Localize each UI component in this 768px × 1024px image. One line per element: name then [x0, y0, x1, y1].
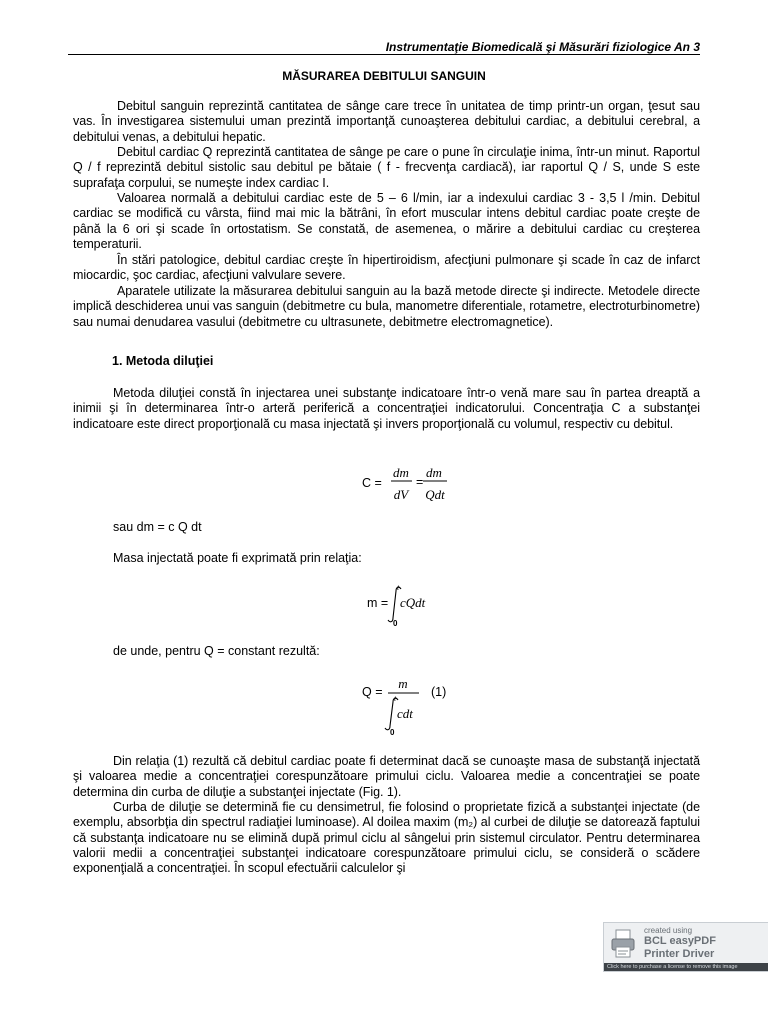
integrand: cdt [397, 706, 413, 721]
section-heading: 1. Metoda diluţiei [112, 354, 214, 368]
eq-numerator: dm [426, 465, 442, 480]
integrand: cQdt [400, 595, 426, 610]
eq-denominator: dV [393, 487, 409, 502]
intro-paragraph: Valoarea normală a debitului cardiac este de 5 – 6 l/min, iar a indexului cardiac 3 - 3,5 l /min. Debitul cardiac se modifică cu vârsta, fiind mai mic la bătrâni, în efort muscular intens debitul cardiac poate creşte de până la 6 ori şi scade în ortostatism. Se constată, de asemenea, o mărire a debitului cardiac cu creşterea temperaturii. [73, 191, 700, 251]
page-header: Instrumentaţie Biomedicală şi Măsurări fiziologice An 3 [385, 40, 700, 54]
eq-lhs: Q = [362, 685, 383, 699]
badge-product-subtitle: Printer Driver [644, 948, 715, 960]
intro-paragraph: Aparatele utilizate la măsurarea debitului sanguin au la bază metode directe şi indirecte. Metodele directe implică deschiderea unui vas sanguin (debitmetre cu bula, manometre diferentiale, rotametre, electroturbinometre) sau numai denudarea vasului (debitmetre cu ultrasunete, debitmetre electromagnetice). [73, 284, 700, 329]
integral-lower-limit: 0 [393, 619, 398, 628]
equation-tag: (1) [431, 685, 447, 699]
integral-lower-limit: 0 [390, 728, 395, 737]
body-line: de unde, pentru Q = constant rezultă: [113, 644, 320, 658]
intro-paragraph: Debitul cardiac Q reprezintă cantitatea de sânge pe care o pune în circulaţie inima, într-un minut. Raportul Q / f reprezintă debitul sistolic sau debitul pe bătaie ( f - frecvenţa cardiacă), iar raportul Q / S, unde S este suprafaţa corpului, se numeşte index cardiac I. [73, 145, 700, 190]
badge-caption: created using [644, 926, 693, 935]
header-rule [68, 54, 700, 55]
badge-product-name: BCL easyPDF [644, 935, 716, 947]
equation-text: sau dm = c Q dt [113, 520, 202, 534]
eq-denominator: Qdt [425, 487, 445, 502]
equation-concentration [355, 460, 475, 506]
integral-upper-limit: t [394, 694, 397, 703]
body-line: Masa injectată poate fi exprimată prin relaţia: [113, 551, 362, 565]
eq-lhs: C = [362, 476, 382, 490]
page-title: MĂSURAREA DEBITULUI SANGUIN [282, 69, 486, 83]
integral-upper-limit: t [397, 583, 400, 592]
body-paragraph: Curba de diluţie se determină fie cu densimetrul, fie folosind o proprietate fizică a substanţei injectate (de exemplu, absorbţia din spectrul radiaţiei luminoase). Al doilea maxim (m₂) al curbei de diluţie se datorează faptului că substanţa indicatoare nu se elimină după primul ciclu al sângelui prin sistemul circulator. Pentru determinarea valorii medii a concentraţiei substanţei indicatoare corespunzătoare primului ciclu, se consideră o scădere exponenţială a concentraţiei. În scopul efectuării calculelor şi [73, 800, 700, 876]
eq-equals: = [416, 475, 424, 489]
eq-lhs: m = [367, 596, 389, 610]
body-paragraph: Din relaţia (1) rezultă că debitul cardiac poate fi determinat dacă se cunoaşte masa de substanţă injectată şi valoarea medie a concentraţiei corespunzătoare primului ciclu. Valoarea medie a concentraţiei se poate determina din curba de diluţie a substanţei injectate (Fig. 1). [73, 754, 700, 799]
intro-paragraph: Debitul sanguin reprezintă cantitatea de sânge care trece în unitatea de timp printr-un organ, ţesut sau vas. În investigarea sistemului uman prezintă importanţă cunoaşterea debitului cardiac, a debitului cerebral, a debitului venas, a debitului hepatic. [73, 99, 700, 144]
printer-icon [610, 929, 636, 959]
intro-paragraph: În stări patologice, debitul cardiac creşte în hipertiroidism, afecţiuni pulmonare şi scade în caz de infarct miocardic, şoc cardiac, afecţiuni valvulare severe. [73, 253, 700, 283]
method-paragraph: Metoda diluţiei constă în injectarea unei substanţe indicatoare într-o venă mare sau în partea dreaptă a inimii şi în determinarea într-o arteră periferică a concentraţiei indicatorului. Concentraţia C a substanţei indicatoare este direct proporţională cu masa injectată şi invers proporţională cu volumul, respectiv cu debitul. [73, 386, 700, 431]
badge-purchase-link[interactable]: Click here to purchase a license to remove this image [604, 963, 768, 971]
equation-flow [355, 673, 465, 739]
pdf-creator-badge[interactable] [603, 922, 768, 972]
eq-numerator: dm [393, 465, 409, 480]
equation-mass [360, 582, 460, 628]
eq-numerator: m [398, 676, 408, 691]
